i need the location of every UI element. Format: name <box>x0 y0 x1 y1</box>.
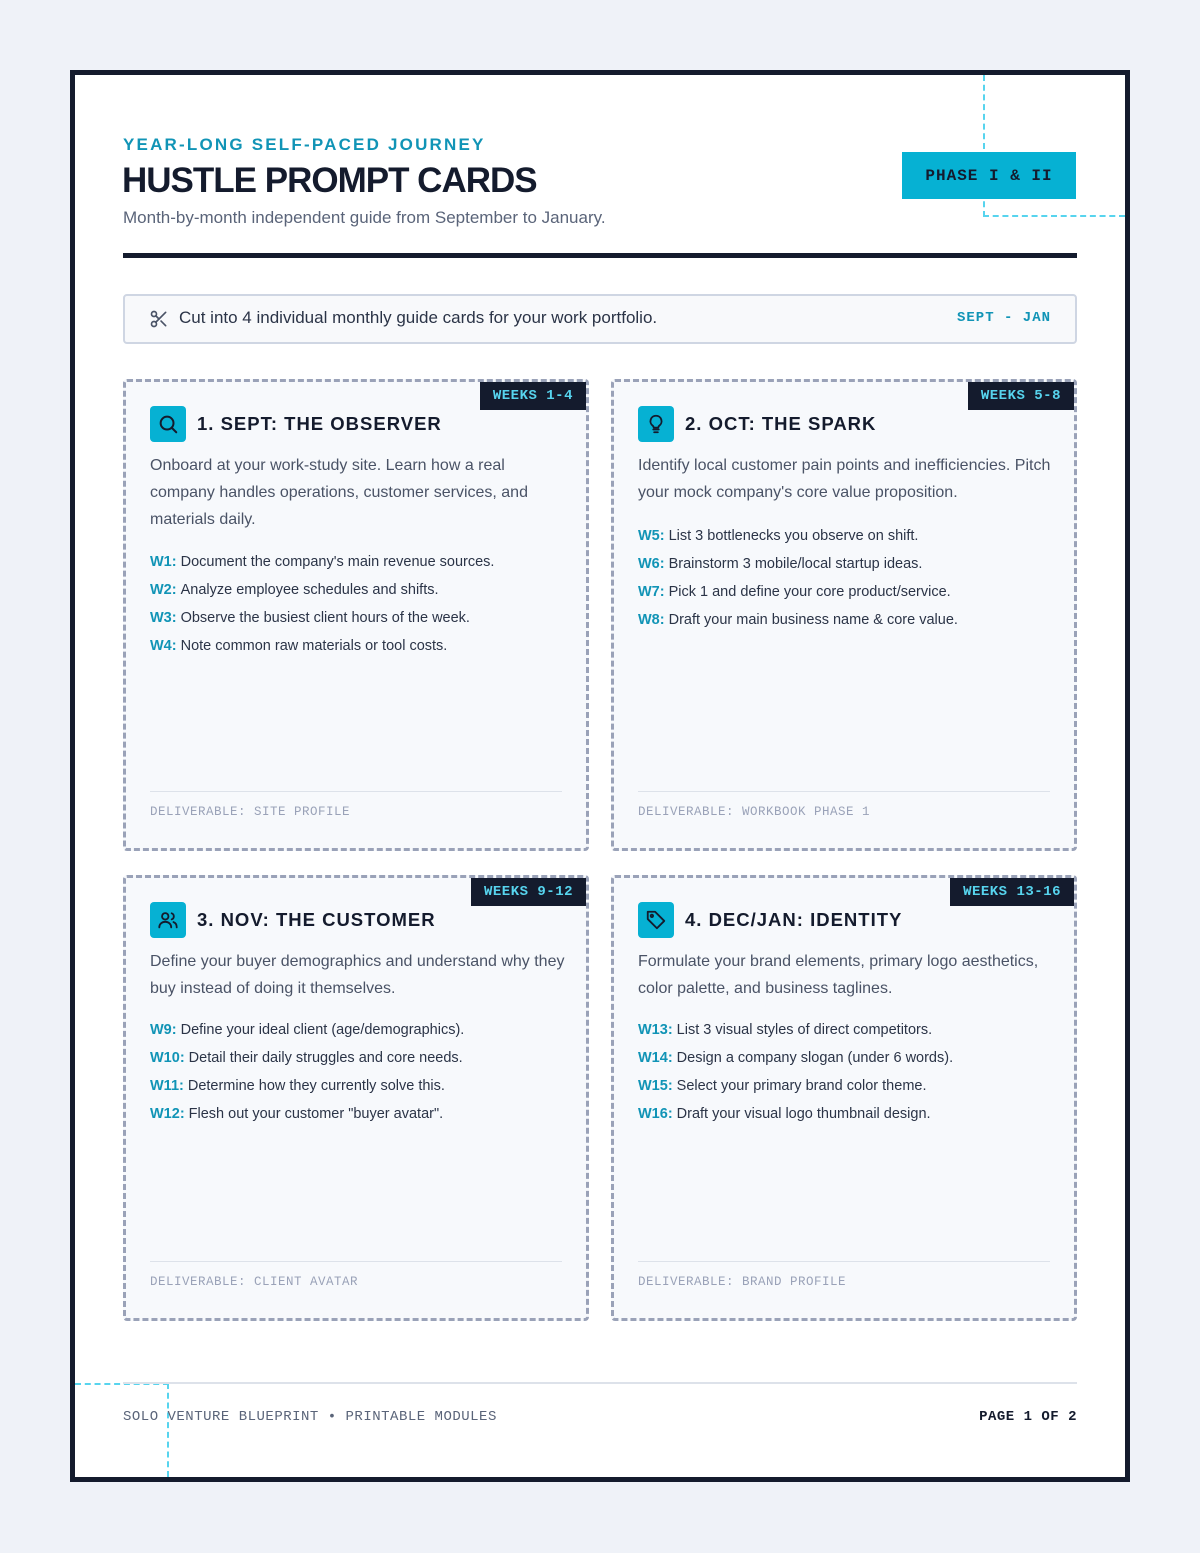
guide-card-dec-jan <box>611 875 1077 1321</box>
week-label: W7: <box>638 584 665 600</box>
card-description: Formulate your brand elements, primary logo aesthetics, color palette, and business taglines. <box>638 953 1039 997</box>
scissors-icon <box>149 309 169 329</box>
task-text: Pick 1 and define your core product/service. <box>668 584 951 600</box>
task-text: Note common raw materials or tool costs. <box>180 638 448 654</box>
crop-mark-bottom-left-vertical <box>167 1383 169 1477</box>
cut-instructions-bar <box>123 294 1077 344</box>
list-item <box>150 576 570 604</box>
list-item <box>638 522 1058 550</box>
task-list <box>638 1016 1058 1128</box>
header-rule <box>123 253 1077 258</box>
guide-card-sept <box>123 379 589 851</box>
card-title: 4. DEC/JAN: IDENTITY <box>685 909 903 930</box>
list-item <box>638 1016 1058 1044</box>
weeks-badge: WEEKS 1-4 <box>480 382 586 410</box>
week-label: W3: <box>150 610 177 626</box>
list-item <box>150 1072 570 1100</box>
card-icon-box <box>150 406 186 442</box>
week-label: W12: <box>150 1106 185 1122</box>
week-label: W1: <box>150 554 177 570</box>
card-icon-box <box>638 902 674 938</box>
weeks-badge: WEEKS 9-12 <box>471 878 586 906</box>
card-icon-box <box>638 406 674 442</box>
list-item <box>150 548 570 576</box>
task-text: Determine how they currently solve this. <box>187 1078 445 1094</box>
list-item <box>638 550 1058 578</box>
deliverable-label: DELIVERABLE: BRAND PROFILE <box>638 1275 847 1289</box>
week-label: W8: <box>638 612 665 628</box>
task-text: List 3 visual styles of direct competitors. <box>676 1022 933 1038</box>
list-item <box>150 604 570 632</box>
week-label: W11: <box>150 1078 184 1094</box>
task-text: Draft your main business name & core value. <box>668 612 958 628</box>
card-description: Identify local customer pain points and inefficiencies. Pitch your mock company's core value proposition. <box>638 457 1051 501</box>
deliverable-label: DELIVERABLE: WORKBOOK PHASE 1 <box>638 805 871 819</box>
list-item <box>150 1016 570 1044</box>
printable-page <box>70 70 1130 1482</box>
search-icon <box>157 413 179 435</box>
task-list <box>150 1016 570 1128</box>
crop-mark-top-right-horizontal <box>983 215 1125 217</box>
card-description: Onboard at your work-study site. Learn how a real company handles operations, customer services, and materials daily. <box>150 457 528 528</box>
cut-instructions-text: Cut into 4 individual monthly guide cards for your work portfolio. <box>179 308 658 327</box>
list-item <box>150 632 570 660</box>
week-label: W9: <box>150 1022 177 1038</box>
task-text: Brainstorm 3 mobile/local startup ideas. <box>668 556 923 572</box>
card-description: Define your buyer demographics and understand why they buy instead of doing it themselves. <box>150 953 565 997</box>
page-number: PAGE 1 OF 2 <box>979 1409 1077 1425</box>
card-title: 2. OCT: THE SPARK <box>685 413 877 434</box>
week-label: W15: <box>638 1078 673 1094</box>
task-text: Analyze employee schedules and shifts. <box>180 582 439 598</box>
guide-card-oct <box>611 379 1077 851</box>
week-label: W6: <box>638 556 665 572</box>
task-list <box>638 522 1058 634</box>
list-item <box>638 578 1058 606</box>
week-label: W13: <box>638 1022 673 1038</box>
deliverable-label: DELIVERABLE: SITE PROFILE <box>150 805 351 819</box>
list-item <box>150 1044 570 1072</box>
card-divider <box>150 791 562 792</box>
card-divider <box>638 1261 1050 1262</box>
weeks-badge: WEEKS 5-8 <box>968 382 1074 410</box>
footer-rule <box>123 1382 1077 1384</box>
week-label: W2: <box>150 582 177 598</box>
week-label: W14: <box>638 1050 673 1066</box>
list-item <box>638 1044 1058 1072</box>
page-title: HUSTLE PROMPT CARDS <box>122 161 537 200</box>
task-text: List 3 bottlenecks you observe on shift. <box>668 528 919 544</box>
task-text: Select your primary brand color theme. <box>676 1078 927 1094</box>
task-text: Design a company slogan (under 6 words). <box>676 1050 954 1066</box>
deliverable-label: DELIVERABLE: CLIENT AVATAR <box>150 1275 359 1289</box>
week-label: W5: <box>638 528 665 544</box>
page-subtitle: Month-by-month independent guide from September to January. <box>123 208 606 227</box>
card-title: 1. SEPT: THE OBSERVER <box>197 413 442 434</box>
card-divider <box>150 1261 562 1262</box>
task-text: Define your ideal client (age/demographics). <box>180 1022 465 1038</box>
list-item <box>638 606 1058 634</box>
task-text: Document the company's main revenue sources. <box>180 554 495 570</box>
week-label: W4: <box>150 638 177 654</box>
lightbulb-icon <box>645 413 667 435</box>
tag-icon <box>645 909 667 931</box>
list-item <box>638 1100 1058 1128</box>
week-label: W16: <box>638 1106 673 1122</box>
footer-brand: SOLO VENTURE BLUEPRINT • PRINTABLE MODULES <box>123 1409 497 1425</box>
list-item <box>638 1072 1058 1100</box>
task-text: Observe the busiest client hours of the week. <box>180 610 470 626</box>
guide-card-nov <box>123 875 589 1321</box>
card-icon-box <box>150 902 186 938</box>
task-text: Detail their daily struggles and core needs. <box>188 1050 463 1066</box>
card-title: 3. NOV: THE CUSTOMER <box>197 909 436 930</box>
users-icon <box>157 909 179 931</box>
task-text: Flesh out your customer "buyer avatar". <box>188 1106 444 1122</box>
date-range-label: SEPT - JAN <box>956 310 1051 326</box>
week-label: W10: <box>150 1050 185 1066</box>
task-text: Draft your visual logo thumbnail design. <box>676 1106 931 1122</box>
list-item <box>150 1100 570 1128</box>
task-list <box>150 548 570 660</box>
eyebrow-label: YEAR-LONG SELF-PACED JOURNEY <box>123 135 486 154</box>
phase-badge: PHASE I & II <box>902 152 1076 199</box>
weeks-badge: WEEKS 13-16 <box>950 878 1074 906</box>
card-divider <box>638 791 1050 792</box>
